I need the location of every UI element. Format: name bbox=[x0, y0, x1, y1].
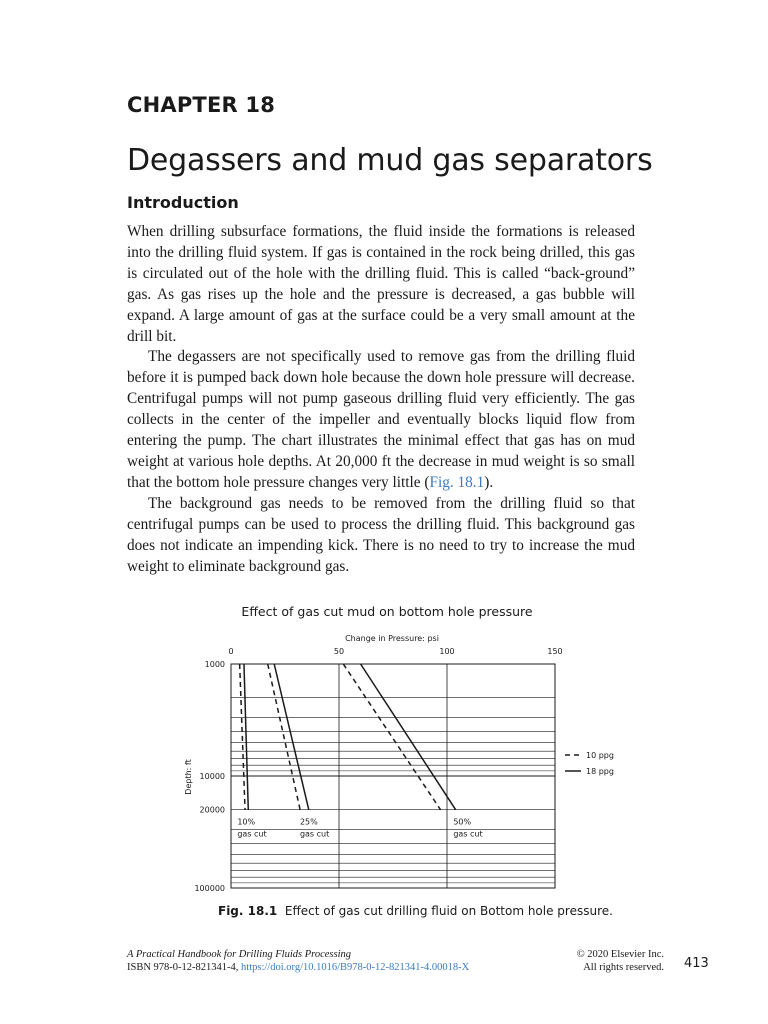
legend-label: 18 ppg bbox=[586, 767, 614, 776]
chart bbox=[180, 598, 614, 918]
chapter-label: CHAPTER 18 bbox=[127, 93, 276, 117]
gas-cut-label-text: gas cut bbox=[453, 829, 483, 839]
footer-citation bbox=[127, 948, 469, 974]
series-line-50pct-10-ppg bbox=[343, 664, 440, 810]
chart-title: Effect of gas cut mud on bottom hole pressure bbox=[241, 604, 533, 619]
legend-label: 10 ppg bbox=[586, 751, 614, 760]
paragraph-2-text: The degassers are not specifically used to remove gas from the drilling fluid before it is pumped back down hole because the down hole pressure will decrease. Centrifugal pumps will not pump gaseous drilling fluid very efficiently. The gas collects in the center of the impeller and eventually blocks liquid flow from entering the pump. The chart illustrates the minimal effect that gas has on mud weight at various hole depths. At 20,000 ft the decrease in mud weight is so small that the bottom hole pressure changes very little ( bbox=[127, 348, 635, 491]
gas-cut-label-text: gas cut bbox=[299, 829, 330, 839]
paragraph-2-tail: ). bbox=[484, 473, 494, 491]
x-tick-label: 100 bbox=[439, 647, 455, 656]
paragraph-1: When drilling subsurface formations, the fluid inside the formations is released into the drilling fluid system. If gas is contained in the rock being drilled, this gas is circulated out of the hole with the drilling fluid. This is called “back-ground” gas. As gas rises up the hole and the pressure is decreased, a gas bubble will expand. A large amount of gas at the surface could be a very small amount at the drill bit. bbox=[127, 223, 635, 345]
gas-cut-label-percent: 50% bbox=[453, 817, 472, 827]
gas-cut-label-percent: 10% bbox=[237, 817, 256, 827]
x-tick-label: 50 bbox=[333, 647, 345, 656]
footer-copyright bbox=[560, 948, 664, 974]
footer-isbn-line bbox=[127, 961, 469, 974]
x-axis-label: Change in Pressure: psi bbox=[345, 634, 439, 643]
series-line-25pct-18-ppg bbox=[274, 664, 309, 810]
figure-link[interactable]: Fig. 18.1 bbox=[429, 473, 485, 491]
body-text bbox=[127, 222, 635, 577]
footer-isbn: ISBN 978-0-12-821341-4, bbox=[127, 962, 242, 973]
figure-caption-label: Fig. 18.1 bbox=[218, 904, 278, 918]
x-tick-label: 150 bbox=[547, 647, 563, 656]
y-tick-label: 10000 bbox=[199, 772, 225, 781]
series-line-10pct-18-ppg bbox=[244, 664, 248, 810]
y-axis-label: Depth: ft bbox=[184, 759, 193, 795]
section-heading: Introduction bbox=[127, 193, 239, 212]
figure bbox=[180, 598, 614, 918]
figure-caption bbox=[218, 904, 613, 918]
y-tick-label: 20000 bbox=[199, 805, 225, 815]
series-line-25pct-10-ppg bbox=[268, 664, 300, 810]
figure-caption-text: Effect of gas cut drilling fluid on Bottom hole pressure. bbox=[284, 904, 613, 918]
x-tick-label: 0 bbox=[228, 647, 234, 656]
gas-cut-label-text: gas cut bbox=[237, 829, 267, 839]
chapter-title: Degassers and mud gas separators bbox=[127, 143, 653, 178]
paragraph-3: The background gas needs to be removed from the drilling fluid so that centrifugal pumps can be used to process the drilling fluid. This background gas does not indicate an impending kick. There is no need to try to increase the mud weight to eliminate background gas. bbox=[127, 494, 635, 575]
y-tick-label: 1000 bbox=[204, 660, 225, 669]
footer-copyright-line: © 2020 Elsevier Inc. bbox=[576, 949, 664, 960]
page-number: 413 bbox=[684, 956, 709, 971]
footer-rights-line: All rights reserved. bbox=[583, 962, 664, 973]
paragraph-2 bbox=[127, 347, 635, 493]
series-line-50pct-18-ppg bbox=[361, 664, 456, 810]
footer-book-title: A Practical Handbook for Drilling Fluids Processing bbox=[127, 949, 351, 960]
gas-cut-label-percent: 25% bbox=[299, 817, 318, 827]
footer-doi-link[interactable]: https://doi.org/10.1016/B978-0-12-821341-4.00018-X bbox=[241, 962, 470, 973]
y-tick-label: 100000 bbox=[194, 884, 225, 893]
